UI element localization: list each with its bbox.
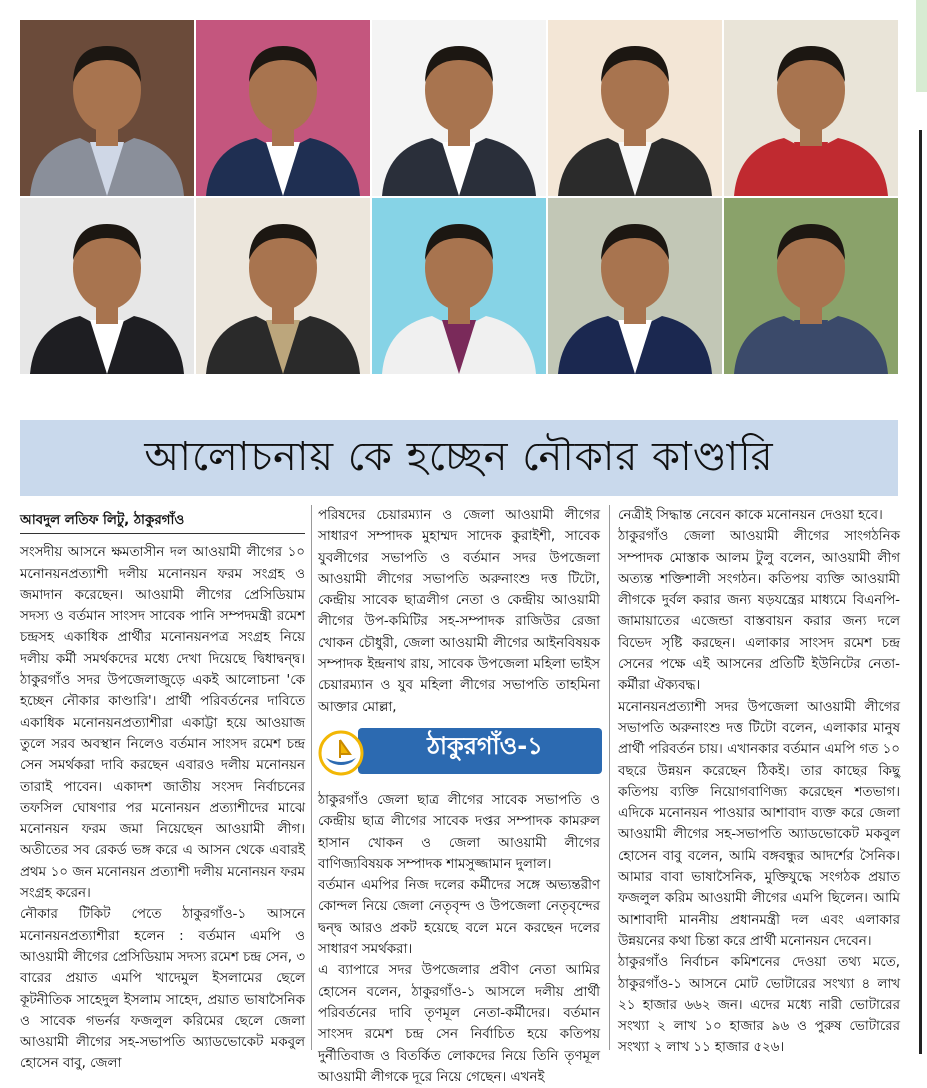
photo-candidate-4 (548, 20, 722, 196)
paragraph: ঠাকুরগাঁও জেলা আওয়ামী লীগের সাংগঠনিক সম্পাদক মোস্তাক আলম টুলু বলেন, আওয়ামী লীগ অত্যন্ত শক্তিশালী সংগঠন। কতিপয় ব্যক্তি আওয়ামী লীগকে দুর্বল করার জন্য ষড়যন্ত্রের মাধ্যমে বিএনপি-জামায়াতের এজেন্ডা বাস্তবায়ন করার জন্য দলে বিভেদ সৃষ্টি করছেন। এলাকার সাংসদ রমেশ চন্দ্র সেনের পক্ষে এই আসনের প্রতিটি ইউনিটের নেতা-কর্মীরা ঐক্যবদ্ধ। (618, 529, 900, 694)
photo-row (20, 20, 898, 196)
column-rule (919, 130, 922, 1054)
paragraph: পরিষদের চেয়ারম্যান ও জেলা আওয়ামী লীগের সাধারণ সম্পাদক মুহাম্মদ সাদেক কুরাইশী, সাবেক যুবলীগের সভাপতি ও বর্তমান সদর উপজেলা আওয়ামী লীগের সভাপতি অরুনাংশু দত্ত টিটো, কেন্দ্রীয় সাবেক ছাত্রলীগ নেতা ও কেন্দ্রীয় আওয়ামী লীগের উপ-কমিটির সহ-সম্পাদক রাজিউর রেজা খোকন চৌধুরী, জেলা আওয়ামী লীগের আইনবিষয়ক সম্পাদক ইন্দ্রনাথ রায়, সাবেক উপজেলা মহিলা ভাইস চেয়ারম্যান ও যুব মহিলা লীগের সভাপতি তাহমিনা আক্তার মোল্লা, (318, 508, 600, 715)
column-divider (311, 505, 312, 1050)
byline: আবদুল লতিফ লিটু, ঠাকুরগাঁও (20, 510, 305, 534)
photo-ramesh-chandra-sen (20, 20, 194, 196)
column-divider (609, 505, 610, 1050)
article-column-1 (20, 510, 305, 1075)
article-column-3 (618, 505, 900, 1059)
photo-candidate-8 (372, 198, 546, 374)
paragraph: বর্তমান এমপির নিজ দলের কর্মীদের সঙ্গে অভ্যন্তরীণ কোন্দল নিয়ে জেলা নেতৃবৃন্দ ও উপজেলা নেতৃবৃন্দের দ্বন্দ্ব আরও প্রকট হয়েছে বলে মনে করছেন দলের সাধারণ সমর্থকরা। (318, 878, 600, 958)
paragraph: ঠাকুরগাঁও নির্বাচন কমিশনের দেওয়া তথ্য মতে, ঠাকুরগাঁও-১ আসনে মোট ভোটারের সংখ্যা ৪ লাখ ২১ হাজার ৬৬২ জন। এদের মধ্যে নারী ভোটারের সংখ্যা ২ লাখ ১০ হাজার ৯৬ ও পুরুষ ভোটারের সংখ্যা ২ লাখ ১১ হাজার ৫২৬। (618, 955, 900, 1056)
photo-candidate-3 (372, 20, 546, 196)
paragraph: সংসদীয় আসনে ক্ষমতাসীন দল আওয়ামী লীগের ১০ মনোনয়নপ্রত্যাশী দলীয় মনোনয়ন ফরম সংগ্রহ ও জমাদান করেছেন। আওয়ামী লীগের প্রেসিডিয়াম সদস্য ও বর্তমান সাংসদ সাবেক পানি সম্পদমন্ত্রী রমেশ চন্দ্রসহ একাধিক প্রার্থীর মনোনয়নপত্র সংগ্রহ নিয়ে দলীয় কর্মী সমর্থকদের মধ্যে দেখা দিয়েছে দ্বিধাদ্বন্দ্ব। ঠাকুরগাঁও সদর উপজেলাজুড়ে একই আলোচনা 'কে হচ্ছেন নৌকার কাণ্ডারি'। প্রার্থী পরিবর্তনের দাবিতে একাধিক মনোনয়নপ্রত্যাশীরা একাট্টা হয়ে আওয়াজ তুলে সরব অবস্থান নিলেও বর্তমান সাংসদ রমেশ চন্দ্র সেন সমর্থকরা দাবি করছেন এবারও দলীয় মনোনয়ন তারাই পাবেন। একাদশ জাতীয় সংসদ নির্বাচনের তফসিল ঘোষণার পর মনোনয়ন প্রত্যাশীদের মাঝে মনোনয়ন ফরম জমা নিয়েছেন আওয়ামী লীগ। অতীতের সব রেকর্ড ভঙ্গ করে এ আসন থেকে এবারই প্রথম ১০ জন মনোনয়ন প্রত্যাশী দলীয় মনোনয়ন ফরম সংগ্রহ করেন। (20, 545, 305, 902)
photo-candidate-10 (724, 198, 898, 374)
boat-symbol-icon (318, 730, 364, 776)
page-edge-tab (916, 0, 927, 92)
headline: আলোচনায় কে হচ্ছেন নৌকার কাণ্ডারি (144, 433, 774, 480)
photo-candidate-9 (548, 198, 722, 374)
subheading-label: ঠাকুরগাঁও-১ (427, 731, 543, 760)
subheading-banner (318, 728, 600, 780)
photo-candidate-2 (196, 20, 370, 196)
paragraph: এ ব্যাপারে সদর উপজেলার প্রবীণ নেতা আমির হোসেন বলেন, ঠাকুরগাঁও-১ আসলে দলীয় প্রার্থী পরিবর্তনের দাবি তৃণমূল নেতা-কর্মীদের। বর্তমান সাংসদ রমেশ চন্দ্র সেন নির্বাচিত হয়ে কতিপয় দুর্নীতিবাজ ও বিতর্কিত লোকদের নিয়ে তিনি তৃণমূল আওয়ামী লীগকে দূরে নিয়ে গেছেন। এখনই (318, 963, 600, 1085)
paragraph: নেত্রীই সিদ্ধান্ত নেবেন কাকে মনোনয়ন দেওয়া হবে। (618, 508, 883, 523)
photo-candidate-7 (196, 198, 370, 374)
paragraph: মনোনয়নপ্রত্যাশী সদর উপজেলা আওয়ামী লীগের সভাপতি অরুনাংশু দত্ত টিটো বলেন, এলাকার মানুষ প্রার্থী পরিবর্তন চায়। এখানকার বর্তমান এমপি গত ১০ বছরে উন্নয়ন করেছেন ঠিকই। তার কাছের কিছু কতিপয় ব্যক্তি নিয়োগবাণিজ্য করেছেন শতভাগ। এদিকে মনোনয়ন পাওয়ার আশাবাদ ব্যক্ত করে জেলা আওয়ামী লীগের সহ-সভাপতি অ্যাডভোকেট মকবুল হোসেন বাবু বলেন, আমি বঙ্গবন্ধুর আদর্শের সৈনিক। আমার বাবা ভাষাসৈনিক, মুক্তিযুদ্ধে সংগঠক প্রয়াত ফজলুল করিম আওয়ামী লীগের এমপি ছিলেন। আমি আশাবাদী মাননীয় প্রধানমন্ত্রী দল এবং এলাকার উন্নয়নের কথা চিন্তা করে প্রার্থী মনোনয়ন দেবেন। (618, 699, 900, 949)
candidate-photo-grid (20, 20, 898, 376)
paragraph: ঠাকুরগাঁও জেলা ছাত্র লীগের সাবেক সভাপতি ও কেন্দ্রীয় ছাত্র লীগের সাবেক দপ্তর সম্পাদক কামরুল হাসান খোকন ও জেলা আওয়ামী লীগের বাণিজ্যবিষয়ক সম্পাদক শামসুজ্জামান দুলাল। (318, 792, 600, 872)
photo-row (20, 198, 898, 374)
photo-candidate-6 (20, 198, 194, 374)
paragraph: নৌকার টিকিট পেতে ঠাকুরগাঁও-১ আসনে মনোনয়নপ্রত্যাশীরা হলেন : বর্তমান এমপি ও আওয়ামী লীগের প্রেসিডিয়াম সদস্য রমেশ চন্দ্র সেন, ৩ বারের প্রয়াত এমপি খাদেমুল ইসলামের ছেলে কূটনীতিক সাহেদুল ইসলাম সাহেদ, প্রয়াত ভাষাসৈনিক ও সাবেক গভর্নর ফজলুল করিমের ছেলে জেলা আওয়ামী লীগের সহ-সভাপতি অ্যাডভোকেট মকবুল হোসেন বাবু, জেলা (20, 907, 305, 1072)
photo-candidate-5 (724, 20, 898, 196)
article-column-2 (318, 505, 600, 1088)
headline-banner (20, 420, 898, 496)
